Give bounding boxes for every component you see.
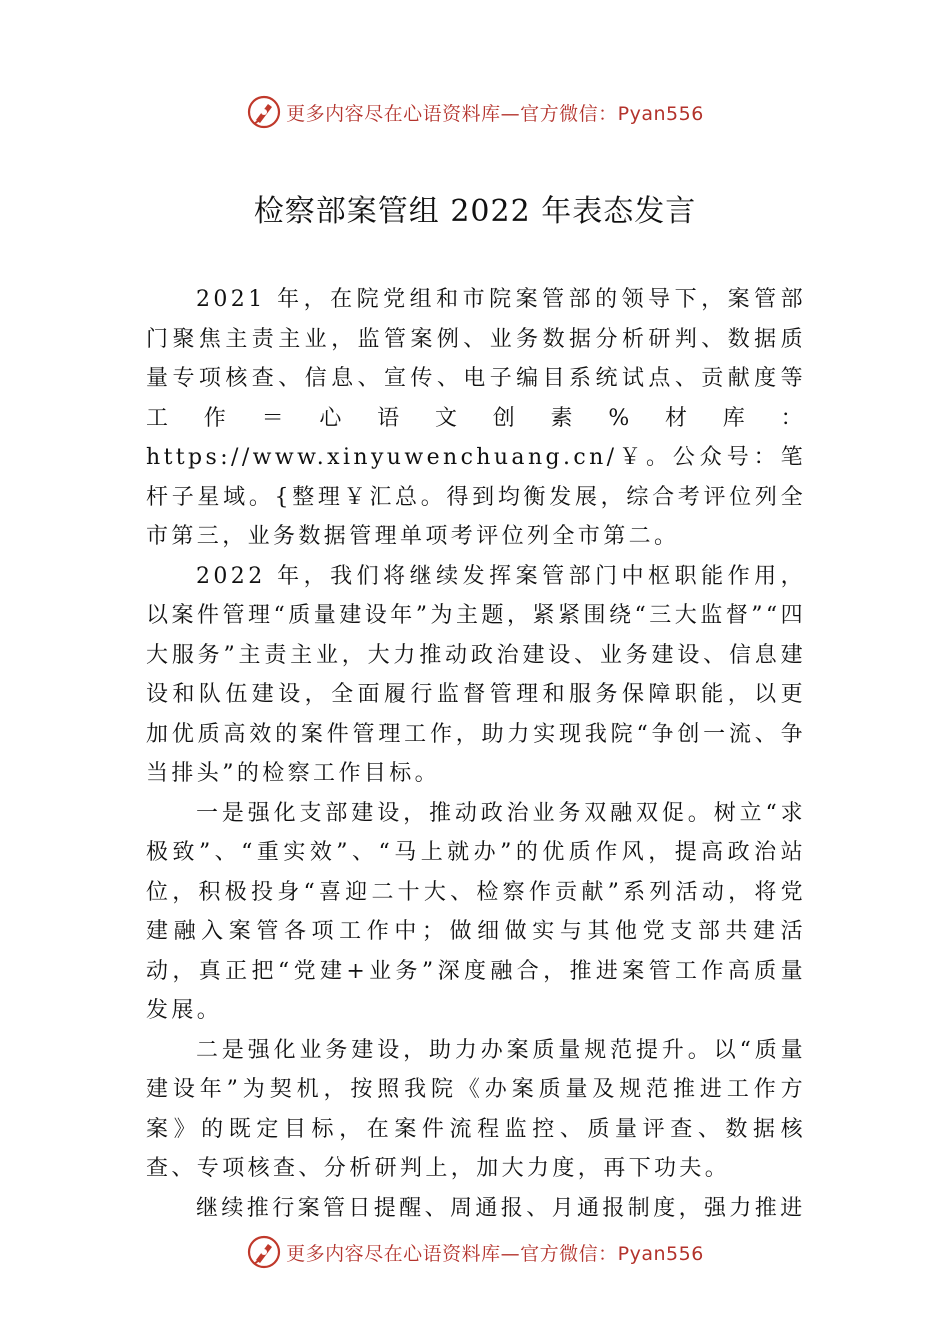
paragraph: 2022 年，我们将继续发挥案管部门中枢职能作用，以案件管理“质量建设年”为主题，紧紧围绕“三大监督”“四大服务”主责主业，大力推动政治建设、业务建设、信息建设和队伍建设，全面履行监督管理和服务保障职能，以更加优质高效的案件管理工作，助力实现我院“争创一流、争当排头”的检察工作目标。 xyxy=(146,563,806,786)
banner-text: 更多内容尽在心语资料库—官方微信：Pyan556 xyxy=(286,102,704,125)
footer-banner xyxy=(0,1234,950,1270)
pen-logo-icon xyxy=(246,94,282,130)
header-banner xyxy=(0,94,950,130)
document-body xyxy=(146,280,806,1228)
document-title: 检察部案管组 2022 年表态发言 xyxy=(253,194,697,229)
paragraph: 二是强化业务建设，助力办案质量规范提升。以“质量建设年”为契机，按照我院《办案质量及规范推进工作方案》的既定目标，在案件流程监控、质量评查、数据核查、专项核查、分析研判上，加大力度，再下功夫。 xyxy=(146,1037,806,1181)
paragraph: 一是强化支部建设，推动政治业务双融双促。树立“求极致”、“重实效”、“马上就办”的优质作风，提高政治站位，积极投身“喜迎二十大、检察作贡献”系列活动，将党建融入案管各项工作中；做细做实与其他党支部共建活动，真正把“党建+业务”深度融合，推进案管工作高质量发展。 xyxy=(146,800,806,1023)
paragraph: 继续推行案管日提醒、周通报、月通报制度，强力推进 xyxy=(196,1195,806,1221)
pen-logo-icon xyxy=(246,1234,282,1270)
banner-text: 更多内容尽在心语资料库—官方微信：Pyan556 xyxy=(286,1242,704,1265)
paragraph: 2021 年，在院党组和市院案管部的领导下，案管部门聚焦主责主业，监管案例、业务数据分析研判、数据质量专项核查、信息、宣传、电子编目系统试点、贡献度等工作＝心语文创素%材库：https://www.xinyuwenchuang.cn/￥。公众号：笔杆子星域。{整理￥汇总。得到均衡发展，综合考评位列全市第三，业务数据管理单项考评位列全市第二。 xyxy=(146,287,806,549)
